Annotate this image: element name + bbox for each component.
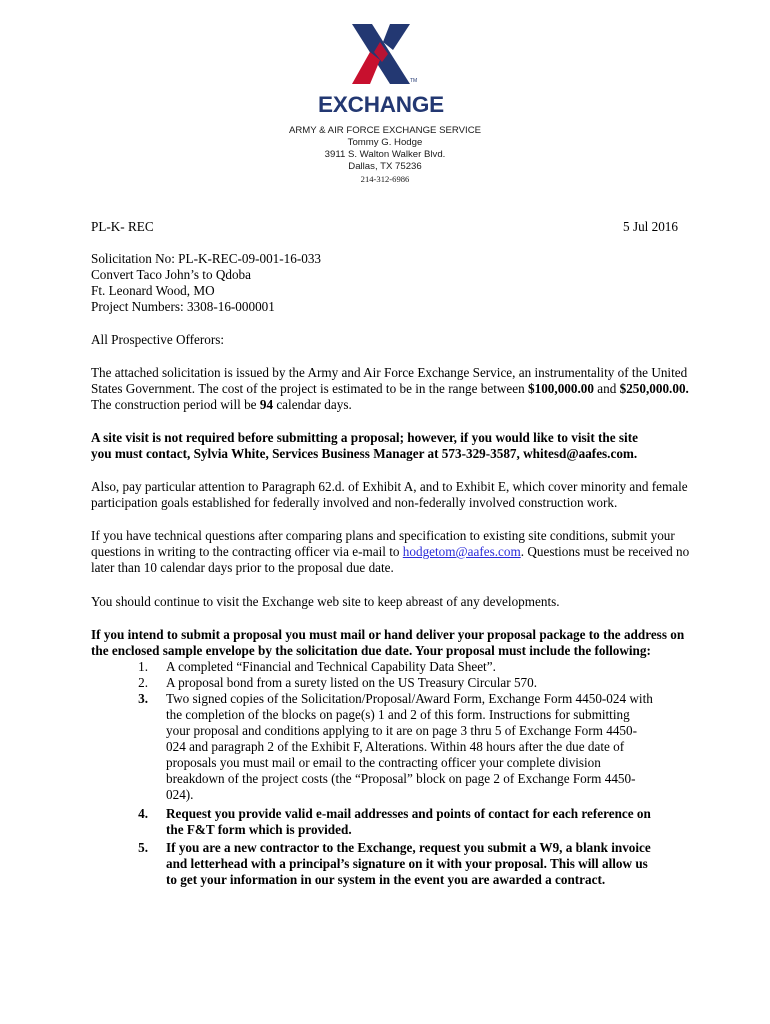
org-name: ARMY & AIR FORCE EXCHANGE SERVICE [288,125,482,136]
list-item-line: your proposal and conditions applying to it are on page 3 thru 5 of Exchange Form 4450- [166,723,637,738]
logo-tm: TM [410,78,418,84]
p1-line-2-text: States Government. The cost of the project is estimated to be in the range between [91,381,529,396]
list-item-line: and letterhead with a principal’s signature on it with your proposal. This will allow us [166,856,648,871]
p4-line-2 [91,544,689,560]
p3-line-1: Also, pay particular attention to Paragraph 62.d. of Exhibit A, and to Exhibit E, which cover minority and female [91,479,688,494]
list-item-line: proposals you must mail or email to the contracting officer your complete division [166,755,601,770]
project-numbers: Project Numbers: 3308-16-000001 [91,299,275,314]
list-number: 1. [138,659,148,674]
list-item-line: to get your information in our system in the event you are awarded a contract. [166,872,606,887]
p1-line-3-text: The construction period will be [91,397,260,412]
list-item: A proposal bond from a surety listed on the US Treasury Circular 570. [166,675,538,690]
list-item-line: breakdown of the project costs (the “Proposal” block on page 2 of Exchange Form 4450- [166,771,636,786]
list-item: A completed “Financial and Technical Capability Data Sheet”. [166,659,496,674]
contact-name: Tommy G. Hodge [347,137,423,148]
solicitation-number: Solicitation No: PL-K-REC-09-001-16-033 [91,251,322,266]
p4-line-2-text: questions in writing to the contracting officer via e-mail to [91,544,403,559]
construction-days: 94 [259,397,274,412]
list-number: 4. [138,806,148,821]
cost-high: $250,000.00. [619,381,689,396]
exchange-x-logo-icon [350,22,412,86]
list-number: 3. [138,691,148,706]
list-item-line: 024 and paragraph 2 of the Exhibit F, Alterations. Within 48 hours after the due date of [166,739,625,754]
reference-code: PL-K- REC [91,219,154,234]
p3-line-2: participation goals established for federally involved and non-federally involved construction work. [91,495,618,510]
phone-number: 214-312-6986 [360,174,410,184]
list-number: 2. [138,675,148,690]
list-number: 5. [138,840,148,855]
city-address: Dallas, TX 75236 [348,161,422,172]
p5-line: You should continue to visit the Exchange web site to keep abreast of any developments. [91,594,560,609]
logo-wordmark: EXCHANGE [318,92,444,117]
p1-line-2 [91,381,689,397]
p4-line-2-end: . Questions must be received no [520,544,690,559]
project-title: Convert Taco John’s to Qdoba [91,267,251,282]
project-location: Ft. Leonard Wood, MO [91,283,215,298]
p6-line-2: the enclosed sample envelope by the solicitation due date. Your proposal must include the following: [91,643,651,658]
street-address: 3911 S. Walton Walker Blvd. [324,149,446,160]
cost-low: $100,000.00 [528,381,594,396]
p4-line-1: If you have technical questions after comparing plans and specification to existing site conditions, submit your [91,528,675,543]
p1-line-1: The attached solicitation is issued by the Army and Air Force Exchange Service, an instrumentality of the United [91,365,688,380]
list-item-line: the completion of the blocks on page(s) 1 and 2 of this form. Instructions for submitting [166,707,630,722]
list-item-line: the F&T form which is provided. [166,822,352,837]
list-item-line: If you are a new contractor to the Exchange, request you submit a W9, a blank invoice [166,840,651,855]
p1-line-3-end: calendar days. [273,397,352,412]
phone-line [0,173,770,186]
contracting-officer-email-link[interactable]: hodgetom@aafes.com [402,544,521,559]
p4-line-3: later than 10 calendar days prior to the proposal due date. [91,560,394,575]
list-item-line: 024). [166,787,194,802]
site-visit-line-1: A site visit is not required before submitting a proposal; however, if you would like to visit the site [91,430,638,445]
p1-line-3 [91,397,352,413]
p6-line-1: If you intend to submit a proposal you must mail or hand deliver your proposal package to the address on [91,627,685,642]
p1-and: and [593,381,620,396]
letter-date: 5 Jul 2016 [623,219,678,234]
site-visit-line-2: you must contact, Sylvia White, Services Business Manager at 573-329-3587, whitesd@aafes.com. [91,446,638,461]
exchange-logo [318,22,444,120]
list-item-line: Request you provide valid e-mail addresses and points of contact for each reference on [166,806,651,821]
salutation: All Prospective Offerors: [91,332,225,347]
list-item-line: Two signed copies of the Solicitation/Proposal/Award Form, Exchange Form 4450-024 with [166,691,653,706]
